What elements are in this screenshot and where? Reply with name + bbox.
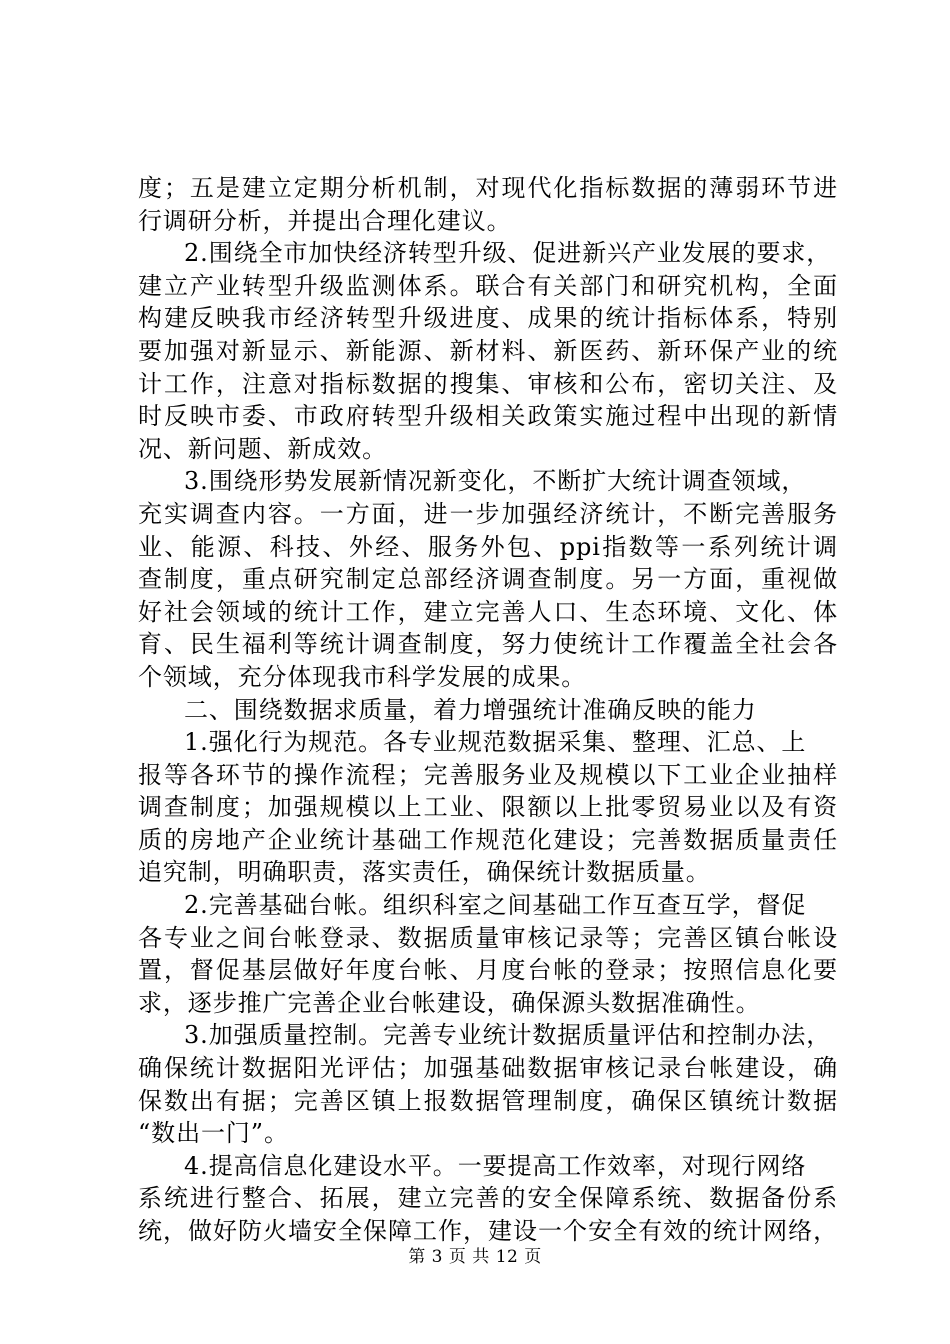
text-line: 充实调查内容。一方面，进一步加强经济统计，不断完善服务 xyxy=(138,499,838,528)
text-line: 行调研分析，并提出合理化建议。 xyxy=(138,206,512,235)
text-line: 3.加强质量控制。完善专业统计数据质量评估和控制办法， xyxy=(184,1021,832,1050)
text-line: 求，逐步推广完善企业台帐建设，确保源头数据准确性。 xyxy=(138,988,761,1017)
text-line: 计工作，注意对指标数据的搜集、审核和公布，密切关注、及 xyxy=(138,369,838,398)
text-line: 度；五是建立定期分析机制，对现代化指标数据的薄弱环节进 xyxy=(138,174,838,202)
text-line: 4.提高信息化建设水平。一要提高工作效率，对现行网络 xyxy=(184,1151,807,1180)
text-line: 个领域，充分体现我市科学发展的成果。 xyxy=(138,662,587,691)
text-line: 统，做好防火墙安全保障工作，建设一个安全有效的统计网络， xyxy=(138,1217,838,1245)
text-line: 1.强化行为规范。各专业规范数据采集、整理、汇总、上 xyxy=(184,728,807,757)
text-line: 2.完善基础台帐。组织科室之间基础工作互查互学，督促 xyxy=(184,891,807,920)
text-line: 时反映市委、市政府转型升级相关政策实施过程中出现的新情 xyxy=(138,402,838,431)
text-line: 系统进行整合、拓展，建立完善的安全保障系统、数据备份系 xyxy=(138,1184,838,1213)
text-line: 育、民生福利等统计调查制度，努力使统计工作覆盖全社会各 xyxy=(138,630,838,659)
text-line: 建立产业转型升级监测体系。联合有关部门和研究机构，全面 xyxy=(138,271,838,300)
text-line: 3.围绕形势发展新情况新变化，不断扩大统计调查领域， xyxy=(184,467,807,496)
text-line: 调查制度；加强规模以上工业、限额以上批零贸易业以及有资 xyxy=(138,793,838,822)
text-line: 况、新问题、新成效。 xyxy=(138,434,387,463)
text-line: 各专业之间台帐登录、数据质量审核记录等；完善区镇台帐设 xyxy=(138,923,838,952)
text-line: 构建反映我市经济转型升级进度、成果的统计指标体系，特别 xyxy=(138,304,838,333)
text-line: 业、能源、科技、外经、服务外包、ppi指数等一系列统计调 xyxy=(138,532,838,561)
page-number: 第 3 页 共 12 页 xyxy=(408,1247,542,1267)
text-line: 追究制，明确职责，落实责任，确保统计数据质量。 xyxy=(138,858,711,887)
text-line: 报等各环节的操作流程；完善服务业及规模以下工业企业抽样 xyxy=(138,760,838,789)
text-line: 置，督促基层做好年度台帐、月度台帐的登录；按照信息化要 xyxy=(138,956,838,985)
text-line: 查制度，重点研究制定总部经济调查制度。另一方面，重视做 xyxy=(138,565,838,594)
text-line: 保数出有据；完善区镇上报数据管理制度，确保区镇统计数据 xyxy=(138,1086,838,1115)
text-line: 质的房地产企业统计基础工作规范化建设；完善数据质量责任 xyxy=(138,825,838,854)
text-line: 2.围绕全市加快经济转型升级、促进新兴产业发展的要求， xyxy=(184,239,832,268)
section-heading: 二、围绕数据求质量，着力增强统计准确反映的能力 xyxy=(184,695,757,724)
text-line: 好社会领域的统计工作，建立完善人口、生态环境、文化、体 xyxy=(138,597,838,626)
text-line: 要加强对新显示、新能源、新材料、新医药、新环保产业的统 xyxy=(138,336,838,365)
text-line: “数出一门”。 xyxy=(138,1119,289,1148)
document-body xyxy=(138,172,838,1248)
text-line: 确保统计数据阳光评估；加强基础数据审核记录台帐建设，确 xyxy=(138,1054,838,1083)
